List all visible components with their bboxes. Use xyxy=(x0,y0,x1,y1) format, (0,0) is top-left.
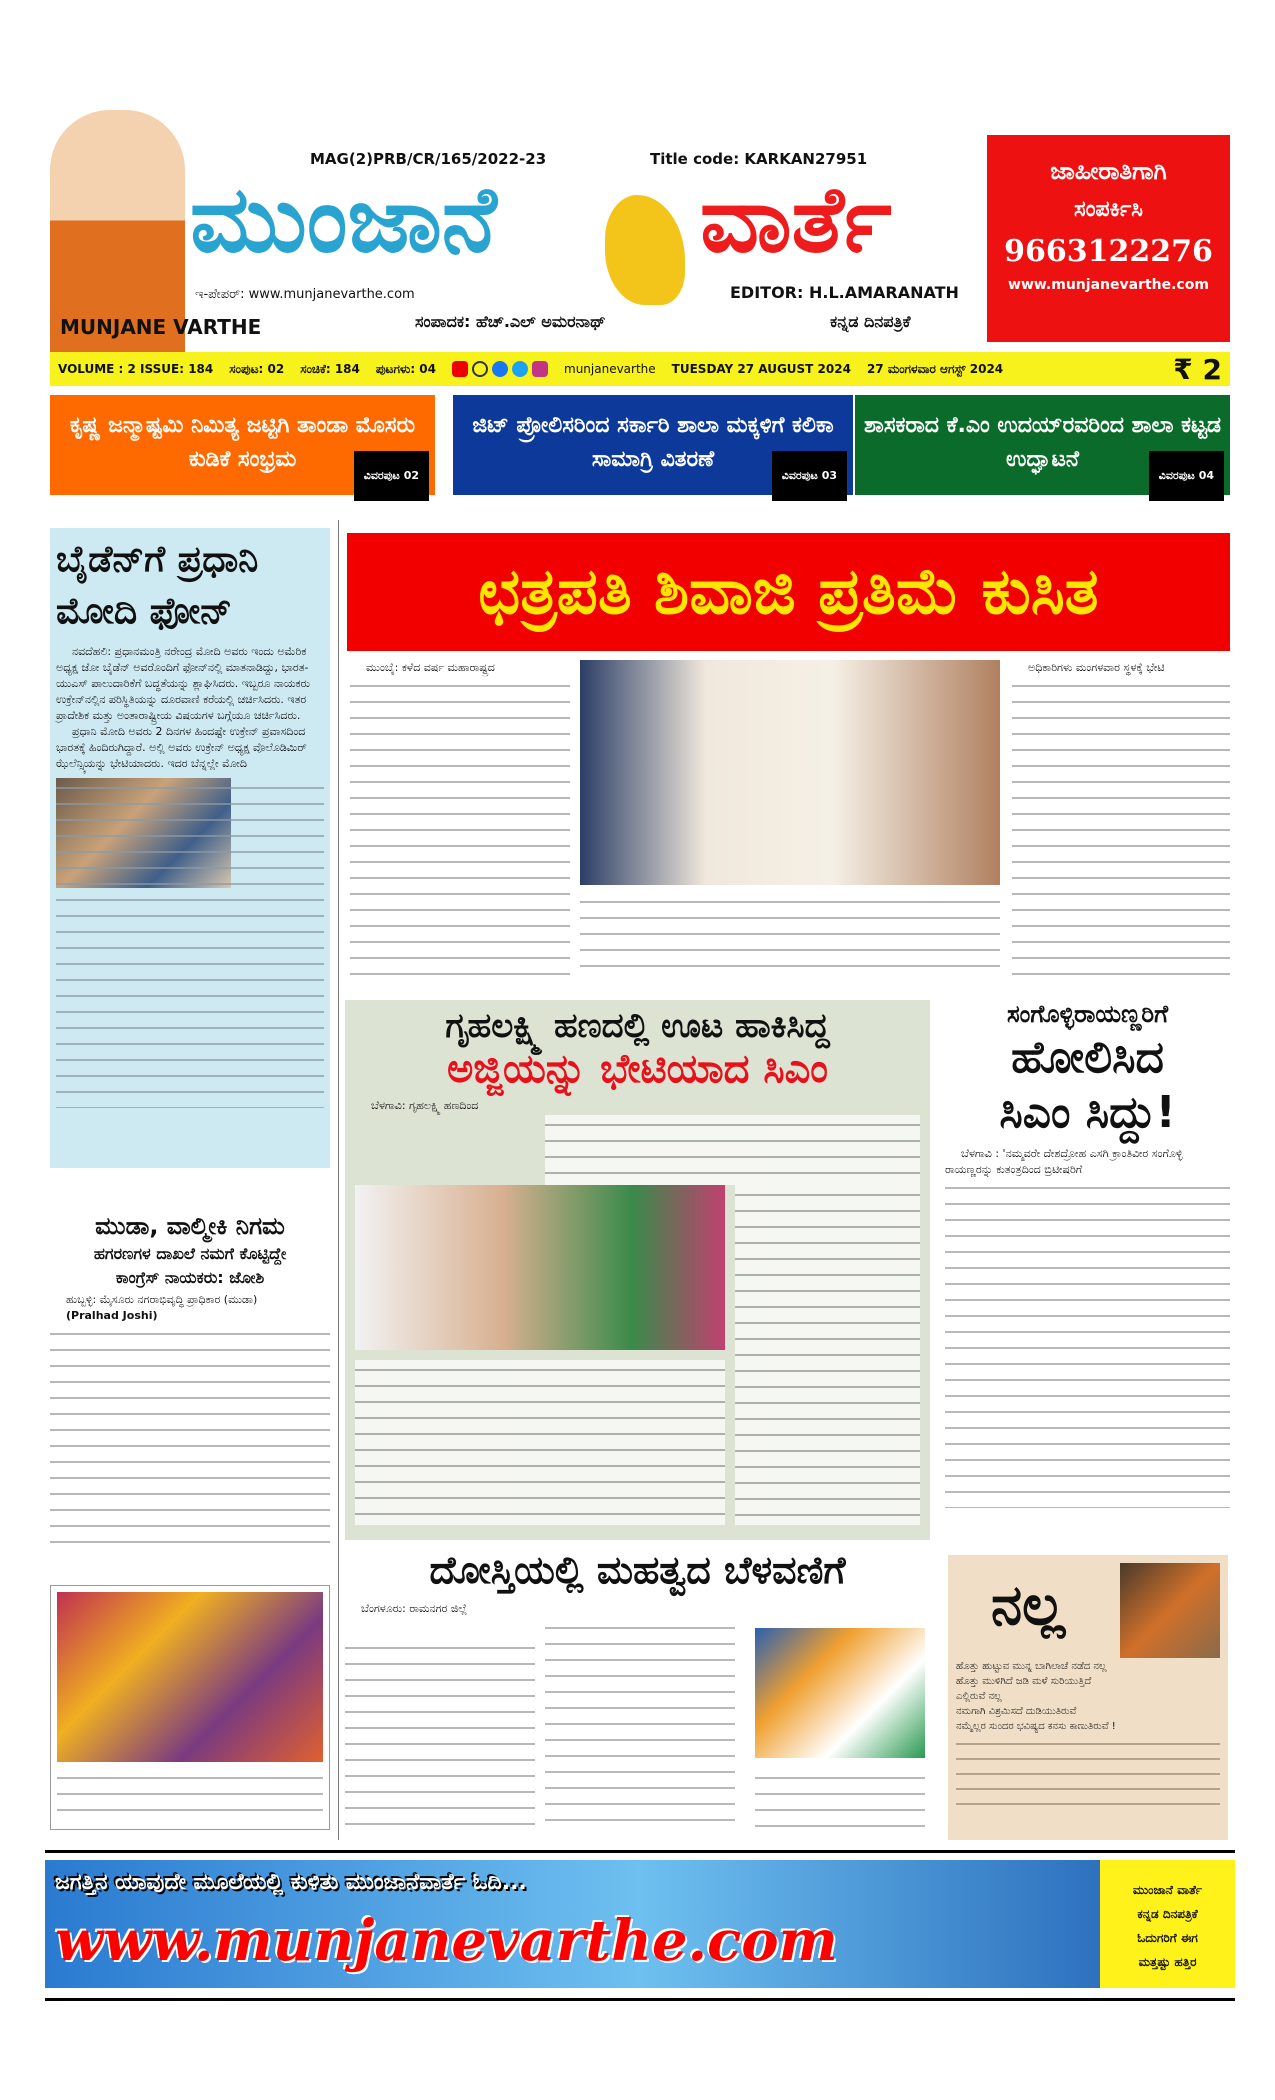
web-icon[interactable] xyxy=(472,361,488,377)
rule-top xyxy=(45,1850,1235,1853)
article-body-text xyxy=(735,1185,920,1525)
article-lead: ಬೆಳಗಾವಿ : 'ನಮ್ಮವರೇ ದೇಶದ್ರೋಹ ಎಸಗಿ ಕ್ರಾಂತಿವೀರ ಸಂಗೊಳ್ಳಿ ರಾಯಣ್ಣರನ್ನು ಕುತಂತ್ರದಿಂದ ಬ್ರಿಟೀಷರಿಗೆ xyxy=(945,1147,1183,1176)
banner-side-box xyxy=(1100,1860,1235,1988)
volume-issue: VOLUME : 2 ISSUE: 184 xyxy=(58,362,214,376)
social-handle[interactable]: munjanevarthe xyxy=(564,362,656,376)
dosti-article xyxy=(345,1548,930,1838)
photo-caption xyxy=(755,1768,925,1828)
sanchike: ಸಂಚಿಕೆ: 184 xyxy=(300,361,360,376)
main-headline: ಛತ್ರಪತಿ ಶಿವಾಜಿ ಪ್ರತಿಮೆ ಕುಸಿತ xyxy=(347,533,1230,651)
twitter-icon[interactable] xyxy=(512,361,528,377)
subheadline: ಕಾಂಗ್ರೆಸ್ ನಾಯಕರು: ಜೋಶಿ xyxy=(115,1268,265,1287)
article-body-text xyxy=(1012,676,1230,976)
teaser-2[interactable] xyxy=(453,395,853,495)
epaper-link[interactable]: ಇ-ಪೇಪರ್: www.munjanevarthe.com xyxy=(195,287,415,302)
samputa: ಸಂಪುಟ: 02 xyxy=(229,361,285,376)
teaser-title: ಕೃಷ್ಣ ಜನ್ಮಾಷ್ಟಮಿ ನಿಮಿತ್ಯ ಜಟ್ಟಿಗಿ ತಾಂಡಾ ಮೊಸರು ಕುಡಿಕೆ ಸಂಭ್ರಮ xyxy=(69,413,416,472)
teaser-title: ಜಿಟ್ ಪ್ರೋಲಿಸರಿಂದ ಸರ್ಕಾರಿ ಶಾಲಾ ಮಕ್ಕಳಿಗೆ ಕಲಿಕಾ ಸಾಮಾಗ್ರಿ ವಿತರಣೆ xyxy=(472,413,834,472)
headline: ಮುಡಾ, ವಾಲ್ಮೀಕಿ ನಿಗಮ xyxy=(95,1212,285,1240)
cm-meets-grandmother-photo xyxy=(355,1185,725,1350)
poem-line: ನಮ್ಮೆಲ್ಲರ ಸುಂದರ ಭವಿಷ್ಯದ ಕನಸು ಕಾಣುತಿರುವೆ ! xyxy=(956,1721,1116,1732)
subheadline: ಹಗರಣಗಳ ದಾಖಲೆ ನಮಗೆ ಕೊಟ್ಟಿದ್ದೇ xyxy=(93,1244,287,1263)
sangolli-article xyxy=(945,1000,1230,1540)
column-divider xyxy=(338,520,339,1840)
price: ₹ 2 xyxy=(1173,352,1222,386)
headline-line1: ಸಂಗೊಳ್ಳಿರಾಯಣ್ಣರಿಗೆ xyxy=(1006,1000,1169,1028)
article-body-text xyxy=(545,1115,920,1185)
poem-body-text xyxy=(956,1734,1220,1814)
registration-number: MAG(2)PRB/CR/165/2022-23 xyxy=(310,150,547,168)
biden-article xyxy=(50,528,330,1168)
teaser-1[interactable] xyxy=(50,395,435,495)
shivaji-col-right xyxy=(1012,660,1230,976)
woman-at-window-illustration xyxy=(1120,1563,1220,1658)
article-body-text xyxy=(545,1618,735,1828)
logo-left: ಮುಂಜಾನೆ xyxy=(190,166,497,273)
jds-bjp-leaders-photo xyxy=(755,1628,925,1758)
poem-line: ಹೊತ್ತು ಹುಟ್ಟುವ ಮುನ್ನ ಬಾಗಿಲಾಚೆ ನಡೆದ ನಲ್ಲ xyxy=(956,1661,1107,1672)
banner-side-line: ಓದುಗರಿಗೆ ಈಗ xyxy=(1137,1931,1198,1945)
ad-line1: ಜಾಹೀರಾತಿಗಾಗಿ xyxy=(1050,157,1167,185)
shivaji-col-left xyxy=(350,660,570,976)
ad-line2: ಸಂಪರ್ಕಿಸಿ xyxy=(1074,197,1143,222)
rule-bottom xyxy=(45,1998,1235,2001)
logo-right: ವಾರ್ತೆ xyxy=(700,166,892,273)
muda-article xyxy=(50,1212,330,1572)
ad-phone: 9663122276 xyxy=(1004,234,1213,269)
headline-line3: ಸಿಎಂ ಸಿದ್ದು! xyxy=(999,1087,1176,1138)
article-body-text xyxy=(56,778,324,1108)
website-banner[interactable] xyxy=(45,1860,1235,1988)
gruhalakshmi-article xyxy=(345,1000,930,1540)
article-lead: ಬೆಂಗಳೂರು: ರಾಮನಗರ ಜಿಲ್ಲೆ xyxy=(361,1602,468,1615)
teaser-title: ಶಾಸಕರಾದ ಕೆ.ಎಂ ಉದಯ್‌ರವರಿಂದ ಶಾಲಾ ಕಟ್ಟಡ ಉದ್ಘಾಟನೆ xyxy=(864,413,1221,472)
article-continued: ಅಧಿಕಾರಿಗಳು ಮಂಗಳವಾರ ಸ್ಥಳಕ್ಕೆ ಭೇಟಿ xyxy=(1028,661,1165,674)
editor-en: EDITOR: H.L.AMARANATH xyxy=(730,283,959,302)
ad-contact-box xyxy=(987,135,1230,342)
article-body-text xyxy=(345,1638,535,1828)
paper-type: ಕನ್ನಡ ದಿನಪತ್ರಿಕೆ xyxy=(830,312,911,331)
date-kn: 27 ಮಂಗಳವಾರ ಆಗಸ್ಟ್ 2024 xyxy=(866,361,1004,376)
banner-side-line: ಕನ್ನಡ ದಿನಪತ್ರಿಕೆ xyxy=(1137,1907,1198,1921)
festival-photo-box xyxy=(50,1585,330,1830)
article-body-text xyxy=(945,1178,1230,1508)
poem-line: ಹೊತ್ತು ಮುಳಿಗಿದೆ ಜಡಿ ಮಳೆ ಸುರಿಯುತ್ತಿದೆ xyxy=(956,1676,1092,1687)
article-lead: ಮುಂಬೈ: ಕಳೆದ ವರ್ಷ ಮಹಾರಾಷ್ಟ್ರದ xyxy=(366,661,495,674)
facebook-icon[interactable] xyxy=(492,361,508,377)
festival-photo xyxy=(57,1592,323,1762)
headline: ಬೈಡೆನ್‌ಗೆ ಪ್ರಧಾನಿ ಮೋದಿ ಫೋನ್ xyxy=(56,539,259,632)
nalla-poem-box xyxy=(948,1555,1228,1840)
youtube-icon[interactable] xyxy=(452,361,468,377)
article-lead: ನವದೆಹಲಿ: ಪ್ರಧಾನಮಂತ್ರಿ ನರೇಂದ್ರ ಮೋದಿ ಅವರು ಇಂದು ಅಮೆರಿಕ ಅಧ್ಯಕ್ಷ ಜೋ ಬೈಡೆನ್ ಅವರೊಂದಿಗೆ ಫೋನ್‌ನಲ್ಲಿ ಮಾತನಾಡಿದ್ದು, ಭಾರತ-ಯುಎಸ್ ಪಾಲುದಾರಿಕೆಗೆ ಬದ್ಧತೆಯನ್ನು ಶ್ಲಾಘಿಸಿದರು. ಇಬ್ಬರೂ ನಾಯಕರು ಉಕ್ರೇನ್‌ನಲ್ಲಿನ ಪರಿಸ್ಥಿತಿಯನ್ನು ದೂರವಾಣಿ ಕರೆಯಲ್ಲಿ ಚರ್ಚಿಸಿದರು. ಇತರ ಪ್ರಾದೇಶಿಕ ಮತ್ತು ಅಂತಾರಾಷ್ಟ್ರೀಯ ವಿಷಯಗಳ ಬಗ್ಗೆಯೂ ಚರ್ಚಿಸಿದರು. xyxy=(56,645,310,722)
headline-line2: ಹೋಲಿಸಿದ xyxy=(1011,1032,1164,1083)
title-code: Title code: KARKAN27951 xyxy=(650,150,868,168)
teaser-page: ವಿವರಪುಟ 03 xyxy=(772,451,847,501)
ad-website[interactable]: www.munjanevarthe.com xyxy=(1008,277,1209,293)
photo-caption-text xyxy=(580,892,1000,977)
poem-title: ನಲ್ಲ xyxy=(991,1573,1066,1638)
poem-line: ಎಲ್ಲಿರುವೆ ನಲ್ಲ xyxy=(956,1691,1002,1702)
date-en: TUESDAY 27 AUGUST 2024 xyxy=(671,362,851,376)
headline-line1: ಗೃಹಲಕ್ಷ್ಮಿ ಹಣದಲ್ಲಿ ಊಟ ಹಾಕಿಸಿದ್ದ xyxy=(445,1006,830,1046)
banner-side-line: ಮುಂಜಾನೆ ವಾರ್ತೆ xyxy=(1132,1883,1203,1897)
poem-line: ನಮಗಾಗಿ ವಿಶ್ರಮಿಸದೆ ದುಡಿಯುತಿರುವೆ xyxy=(956,1706,1077,1717)
photo-caption xyxy=(57,1768,323,1823)
person-name: (Pralhad Joshi) xyxy=(66,1309,158,1322)
banner-tagline: ಜಗತ್ತಿನ ಯಾವುದೇ ಮೂಲೆಯಲ್ಲಿ ಕುಳಿತು ಮುಂಜಾನೆವಾರ್ತೆ ಓದಿ... xyxy=(55,1870,527,1895)
article-lead: ಹುಬ್ಬಳ್ಳಿ: ಮೈಸೂರು ನಗರಾಭಿವೃದ್ಧಿ ಪ್ರಾಧಿಕಾರ (ಮುಡಾ) xyxy=(66,1293,258,1306)
article-body-text xyxy=(50,1324,330,1544)
teaser-page: ವಿವರಪುಟ 04 xyxy=(1149,451,1224,501)
headline-line2: ಅಜ್ಜಿಯನ್ನು ಭೇಟಿಯಾದ ಸಿಎಂ xyxy=(446,1046,828,1092)
teaser-page: ವಿವರಪುಟ 02 xyxy=(354,451,429,501)
editor-kn: ಸಂಪಾದಕ: ಹೆಚ್.ಎಲ್ ಅಮರನಾಥ್ xyxy=(415,312,606,331)
info-strip xyxy=(50,352,1230,386)
article-body-text xyxy=(355,1360,725,1525)
article-para: ಪ್ರಧಾನಿ ಮೋದಿ ಅವರು 2 ದಿನಗಳ ಹಿಂದಷ್ಟೇ ಉಕ್ರೇನ್ ಪ್ರವಾಸದಿಂದ ಭಾರತಕ್ಕೆ ಹಿಂದಿರುಗಿದ್ದಾರೆ. ಅಲ್ಲಿ ಅವರು ಉಕ್ರೇನ್ ಅಧ್ಯಕ್ಷ ವೊಲೊಡಿಮಿರ್ ಝೆಲೆನ್ಸ್ಕಿಯನ್ನು ಭೇಟಿಯಾದರು. ಇದರ ಬೆನ್ನಲ್ಲೇ ಮೋದಿ xyxy=(56,725,307,770)
article-lead: ಬೆಳಗಾವಿ: ಗೃಹಲಕ್ಷ್ಮಿ ಹಣದಿಂದ xyxy=(371,1099,479,1112)
karnataka-map-icon xyxy=(605,195,685,305)
shivaji-painting-photo xyxy=(580,660,1000,885)
banner-url[interactable]: www.munjanevarthe.com xyxy=(55,1908,838,1974)
brand-name-en: MUNJANE VARTHE xyxy=(60,315,262,339)
banner-side-line: ಮತ್ತಷ್ಟು ಹತ್ತಿರ xyxy=(1138,1955,1197,1969)
article-body-text xyxy=(350,676,570,976)
pages: ಪುಟಗಳು: 04 xyxy=(375,361,436,376)
instagram-icon[interactable] xyxy=(532,361,548,377)
headline: ದೋಸ್ತಿಯಲ್ಲಿ ಮಹತ್ವದ ಬೆಳವಣಿಗೆ xyxy=(429,1548,846,1592)
teaser-3[interactable] xyxy=(855,395,1230,495)
